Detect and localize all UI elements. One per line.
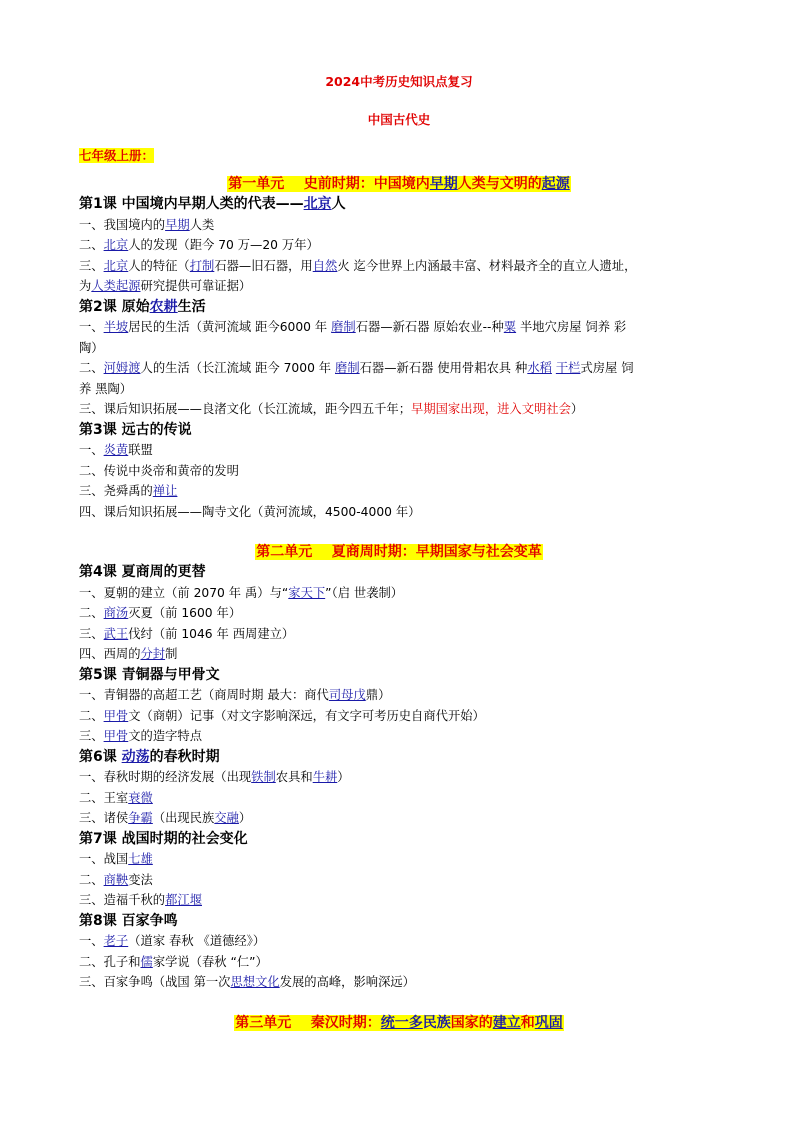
list-item: 三、尧舜禹的禅让 — [79, 484, 178, 498]
lesson-2-heading: 第2课 原始农耕生活 — [79, 298, 206, 315]
list-item-continuation: 为人类起源研究提供可靠证据） — [79, 279, 252, 293]
lesson-5-heading: 第5课 青铜器与甲骨文 — [79, 666, 220, 683]
list-item: 二、商汤灭夏（前 1600 年） — [79, 606, 242, 620]
list-item: 三、甲骨文的造字特点 — [79, 729, 203, 743]
list-item: 一、青铜器的高超工艺（商周时期 最大：商代司母戊鼎） — [79, 688, 391, 702]
doc-title: 2024中考历史知识点复习 — [325, 74, 473, 89]
list-item: 二、商鞅变法 — [79, 872, 153, 887]
list-item: 一、春秋时期的经济发展（出现铁制农具和牛耕） — [79, 770, 350, 784]
list-item: 三、造福千秋的都江堰 — [79, 893, 202, 907]
list-item: 一、战国七雄 — [79, 852, 153, 866]
unit-heading-3: 第三单元 秦汉时期：统一多民族国家的建立和巩固 — [235, 1014, 563, 1031]
list-item: 二、王室衰微 — [79, 790, 153, 805]
list-item: 一、夏朝的建立（前 2070 年 禹）与“家天下”（启 世袭制） — [79, 585, 404, 600]
unit-heading-1: 第一单元 史前时期：中国境内早期人类与文明的起源 — [228, 176, 570, 192]
list-item: 四、课后知识拓展——陶寺文化（黄河流域，4500-4000 年） — [79, 504, 421, 519]
grade-heading: 七年级上册： — [79, 148, 155, 163]
lesson-1-heading: 第1课 中国境内早期人类的代表——北京人 — [79, 196, 346, 212]
list-item: 一、我国境内的早期人类 — [79, 217, 215, 232]
lesson-6-heading: 第6课 动荡的春秋时期 — [79, 748, 220, 765]
lesson-4-heading: 第4课 夏商周的更替 — [79, 564, 206, 580]
list-item: 一、炎黄联盟 — [79, 443, 153, 457]
list-item: 二、河姆渡人的生活（长江流域 距今 7000 年 磨制石器—新石器 使用骨耜农具 种水稻 干栏式房屋 饲 — [79, 361, 634, 375]
list-item: 三、武王伐纣（前 1046 年 西周建立） — [79, 626, 295, 641]
list-item: 四、西周的分封制 — [79, 647, 178, 661]
list-item: 二、甲骨文（商朝）记事（对文字影响深远，有文字可考历史自商代开始） — [79, 708, 485, 723]
list-item-continuation: 陶） — [79, 340, 104, 355]
list-item: 三、课后知识拓展——良渚文化（长江流域，距今四五千年；早期国家出现，进入文明社会） — [79, 402, 584, 416]
list-item: 一、老子（道家 春秋 《道德经》） — [79, 934, 266, 948]
lesson-8-heading: 第8课 百家争鸣 — [79, 912, 178, 929]
unit-heading-2: 第二单元 夏商周时期：早期国家与社会变革 — [256, 544, 542, 560]
list-item: 一、半坡居民的生活（黄河流域 距今6000 年 磨制石器—新石器 原始农业--种粟 半地穴房屋 饲养 彩 — [79, 320, 627, 334]
doc-subtitle: 中国古代史 — [367, 112, 431, 127]
document-page — [79, 60, 719, 1033]
lesson-7-heading: 第7课 战国时期的社会变化 — [79, 830, 248, 847]
list-item: 三、百家争鸣（战国 第一次思想文化发展的高峰，影响深远） — [79, 975, 415, 989]
lesson-3-heading: 第3课 远古的传说 — [79, 421, 192, 438]
list-item: 二、孔子和儒家学说（春秋 “仁”） — [79, 954, 268, 969]
list-item-continuation: 养 黑陶） — [79, 381, 133, 396]
list-item: 二、传说中炎帝和黄帝的发明 — [79, 463, 239, 478]
list-item: 二、北京人的发现（距今 70 万—20 万年） — [79, 238, 319, 252]
list-item: 三、北京人的特征（打制石器—旧石器，用自然火 迄今世界上内涵最丰富、材料最齐全的直立人遗址， — [79, 258, 637, 273]
list-item: 三、诸侯争霸（出现民族交融） — [79, 811, 252, 825]
